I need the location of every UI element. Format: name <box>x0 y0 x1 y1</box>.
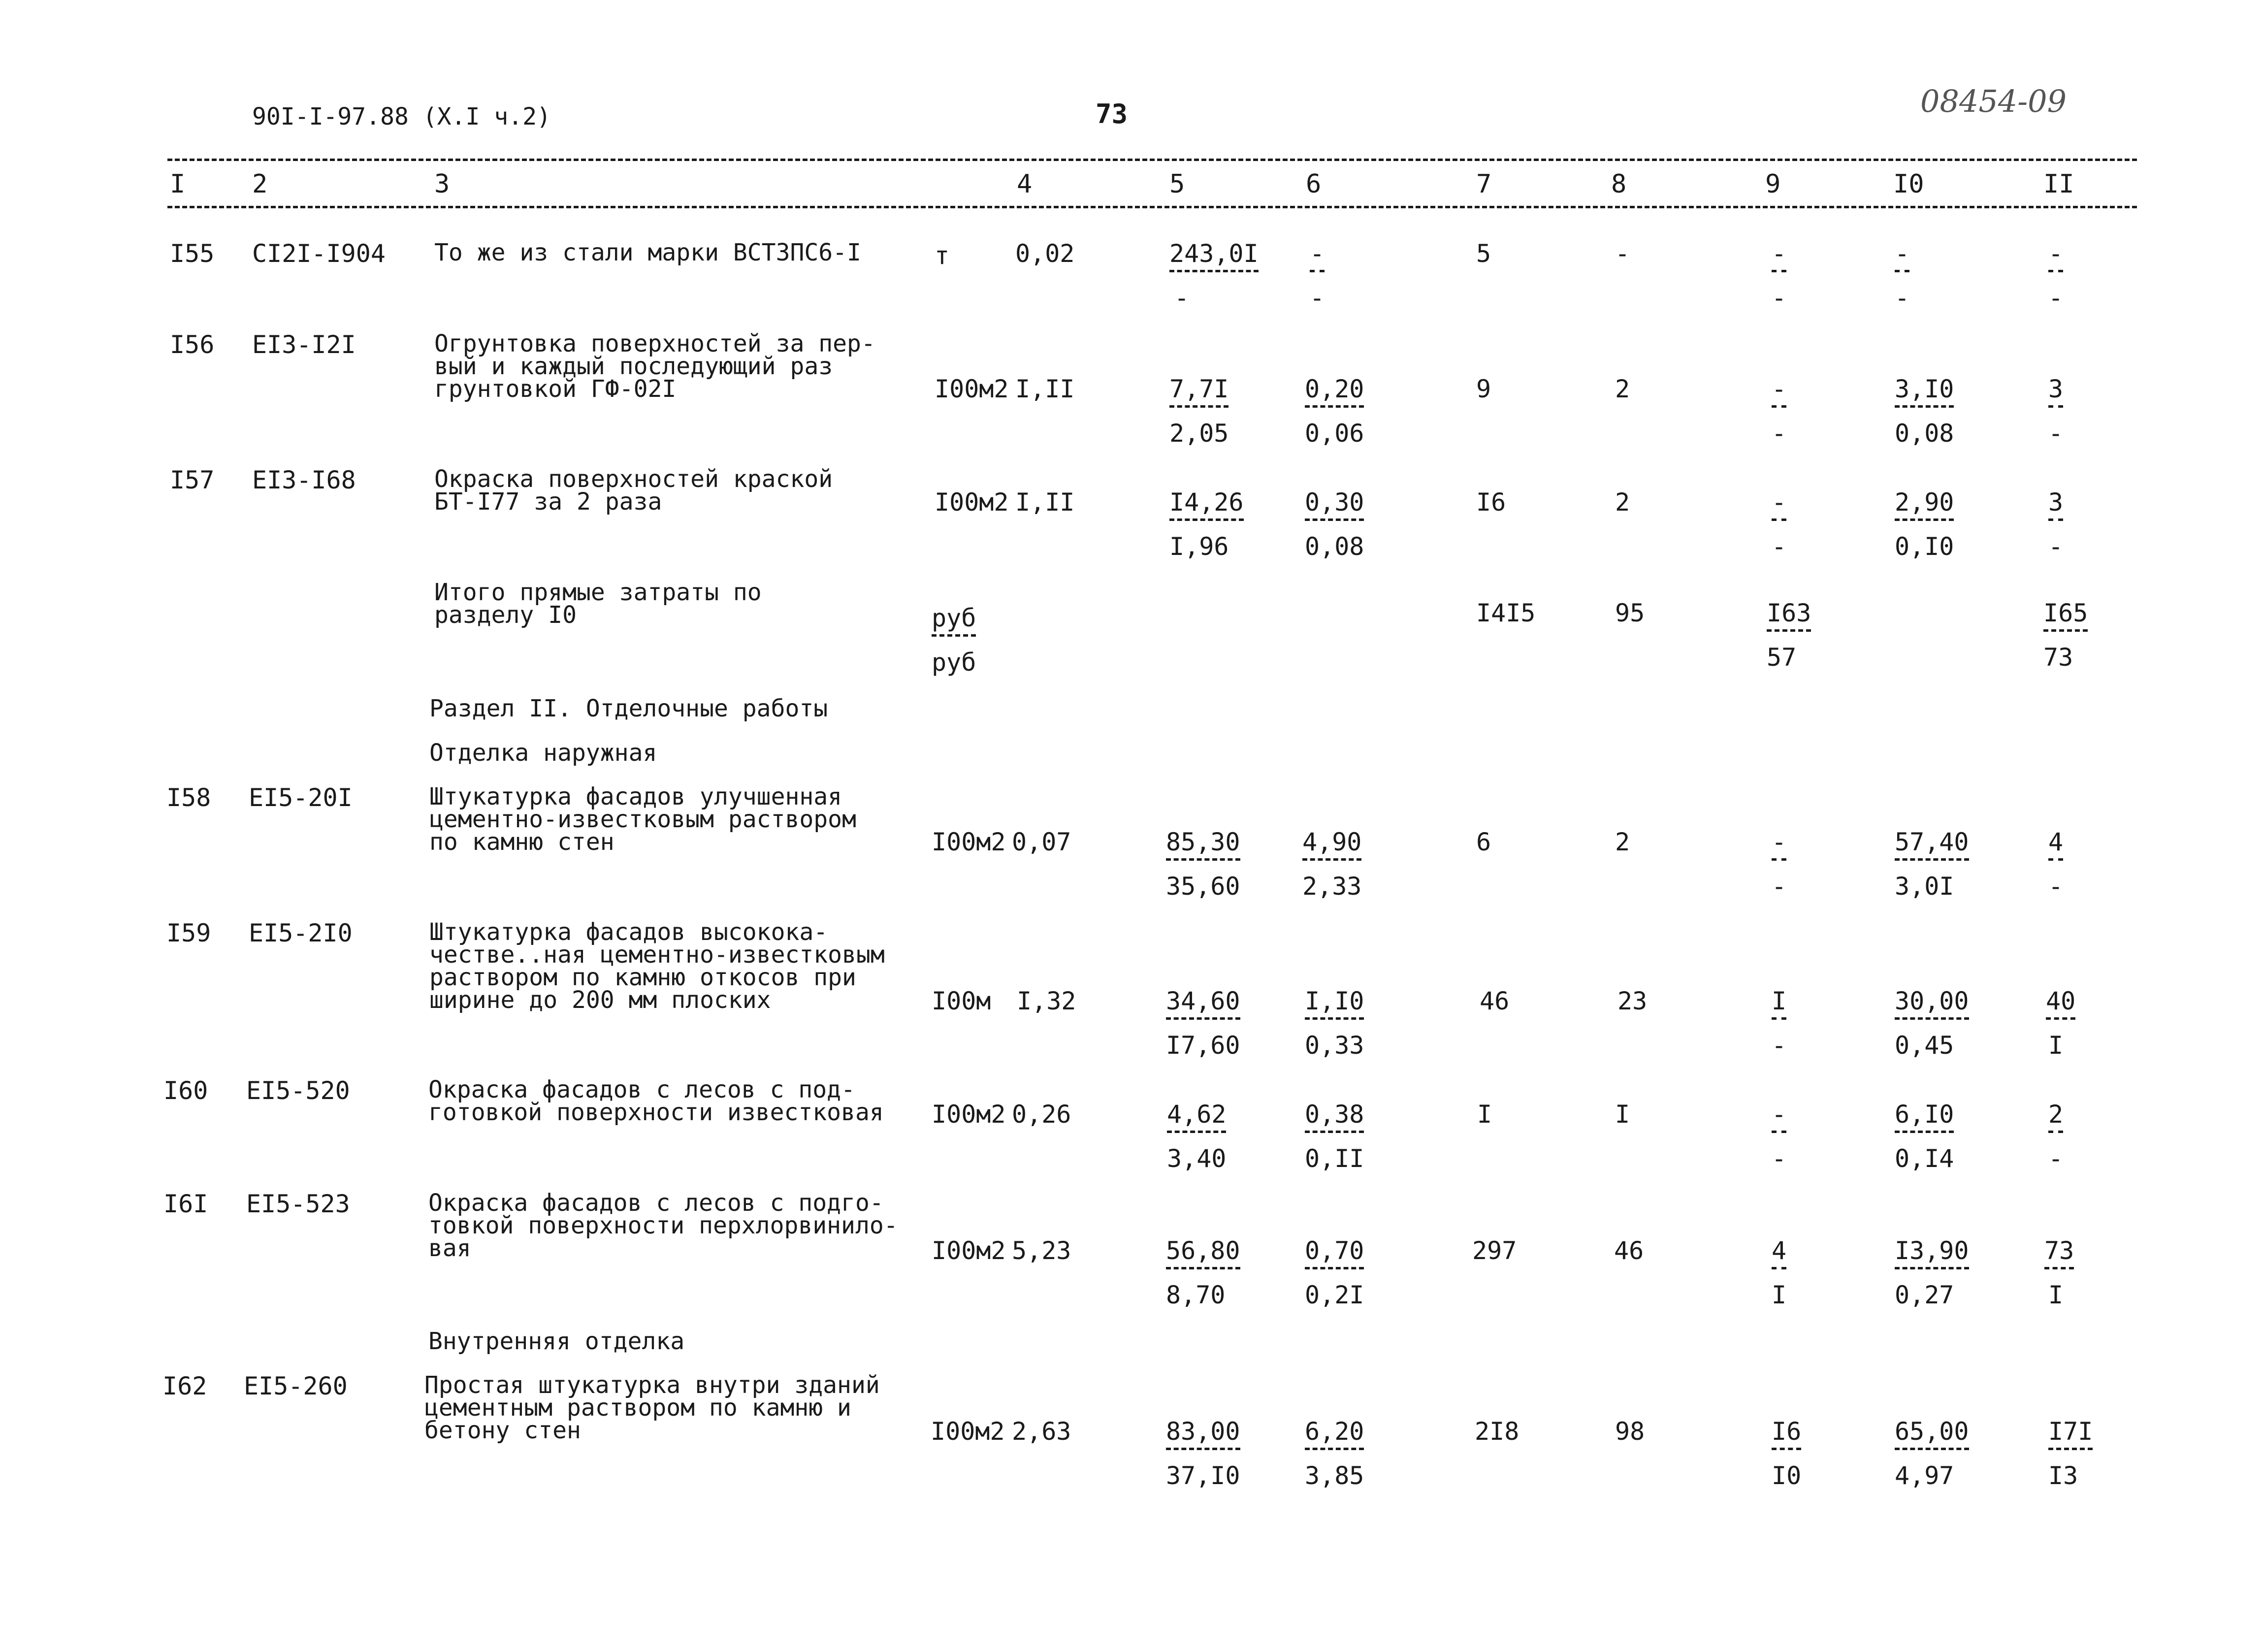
row-number: I57 <box>170 466 215 494</box>
row-code: EI5-260 <box>244 1372 348 1400</box>
col10-bottom: 3,0I <box>1895 872 1954 901</box>
col5-bottom: 35,60 <box>1166 872 1240 901</box>
col11-bottom: - <box>2048 1144 2064 1173</box>
total-col11-bottom: 73 <box>2043 643 2073 672</box>
col5-top: 7,7I <box>1169 377 1228 408</box>
col7-value: I <box>1477 1100 1492 1129</box>
col-header-8: 8 <box>1611 169 1627 199</box>
row-unit: I00м2 <box>935 488 1009 517</box>
col6-top: 0,70 <box>1305 1238 1364 1269</box>
row-code: EI5-20I <box>249 783 353 812</box>
col11-bottom: - <box>2048 419 2064 448</box>
col10-bottom: - <box>1895 284 1910 312</box>
col10-bottom: 4,97 <box>1895 1461 1954 1490</box>
total-unit-bottom: руб <box>932 648 976 677</box>
row-unit: I00м2 <box>932 828 1006 856</box>
col10-bottom: 0,27 <box>1895 1281 1954 1309</box>
row-number: I56 <box>170 330 215 359</box>
row-quantity: 0,02 <box>1015 239 1075 268</box>
row-number: I58 <box>166 783 211 812</box>
col8-value: I <box>1615 1100 1630 1129</box>
row-unit: I00м2 <box>931 1417 1005 1446</box>
col5-bottom: 3,40 <box>1167 1144 1227 1173</box>
col8-value: 46 <box>1614 1236 1644 1265</box>
col9-top: 4 <box>1772 1238 1786 1269</box>
col6-bottom: - <box>1310 284 1325 312</box>
row-quantity: 2,63 <box>1012 1417 1071 1446</box>
col6-top: 0,38 <box>1305 1102 1364 1133</box>
row-quantity: I,II <box>1015 375 1075 403</box>
col5-bottom: 8,70 <box>1166 1281 1226 1309</box>
col8-value: 2 <box>1615 828 1630 856</box>
section-11-heading: Раздел II. Отделочные работы <box>429 695 828 722</box>
col6-bottom: 3,85 <box>1305 1461 1364 1490</box>
header-top-rule <box>167 159 2137 161</box>
col-header-5: 5 <box>1169 169 1185 199</box>
col5-top: I4,26 <box>1169 490 1244 521</box>
col11-bottom: I <box>2048 1031 2064 1060</box>
col5-bottom: I,96 <box>1169 532 1229 561</box>
col7-value: 6 <box>1476 828 1491 856</box>
row-description: Простая штукатурка внутри зданий цементным раствором по камню и бетону стен <box>424 1371 880 1444</box>
col9-top: I6 <box>1772 1419 1801 1450</box>
col6-bottom: 0,II <box>1305 1144 1364 1173</box>
col6-top: I,I0 <box>1305 989 1364 1020</box>
col5-bottom: - <box>1174 284 1190 312</box>
row-unit: I00м2 <box>932 1236 1006 1265</box>
col5-top: 4,62 <box>1167 1102 1226 1133</box>
row-unit: I00м2 <box>932 1100 1006 1129</box>
col9-top: - <box>1772 241 1786 272</box>
col6-bottom: 0,06 <box>1305 419 1364 448</box>
col9-top: - <box>1772 1102 1786 1133</box>
header-bottom-rule <box>167 206 2137 208</box>
col7-value: 2I8 <box>1475 1417 1519 1446</box>
row-number: I60 <box>163 1076 208 1105</box>
col8-value: 2 <box>1615 488 1630 517</box>
col7-value: 46 <box>1480 987 1510 1015</box>
col9-top: - <box>1772 377 1786 408</box>
col9-bottom: - <box>1772 1144 1787 1173</box>
interior-finish-heading: Внутренняя отделка <box>428 1328 685 1355</box>
col11-top: 3 <box>2048 490 2063 521</box>
row-quantity: 5,23 <box>1012 1236 1071 1265</box>
col9-bottom: - <box>1772 1031 1787 1060</box>
col5-top: 243,0I <box>1169 241 1259 272</box>
col7-value: 9 <box>1476 375 1491 403</box>
row-code: EI3-I68 <box>252 466 356 494</box>
col11-top: 73 <box>2044 1238 2074 1269</box>
col8-value: 98 <box>1615 1417 1645 1446</box>
col9-bottom: - <box>1772 872 1787 901</box>
col-header-4: 4 <box>1017 169 1033 199</box>
col-header-7: 7 <box>1476 169 1492 199</box>
col10-top: - <box>1895 241 1909 272</box>
col6-top: 4,90 <box>1302 830 1361 861</box>
col6-top: - <box>1310 241 1325 272</box>
document-code: 90I-I-97.88 (X.I ч.2) <box>252 103 551 130</box>
col11-top: I7I <box>2048 1419 2093 1450</box>
col7-value: 297 <box>1472 1236 1517 1265</box>
exterior-finish-heading: Отделка наружная <box>429 739 657 767</box>
col8-value: 2 <box>1615 375 1630 403</box>
col-header-1: I <box>170 169 186 199</box>
col10-top: 65,00 <box>1895 1419 1969 1450</box>
col10-top: 6,I0 <box>1895 1102 1954 1133</box>
row-number: I62 <box>162 1372 207 1400</box>
col5-top: 34,60 <box>1166 989 1240 1020</box>
col11-top: 40 <box>2046 989 2075 1020</box>
total-col7: I4I5 <box>1476 599 1536 627</box>
col-header-10: I0 <box>1893 169 1924 199</box>
col10-top: I3,90 <box>1895 1238 1969 1269</box>
col11-bottom: - <box>2048 532 2064 561</box>
col-header-3: 3 <box>434 169 450 199</box>
page-number: 73 <box>1096 98 1128 130</box>
col6-top: 6,20 <box>1305 1419 1364 1450</box>
col10-top: 30,00 <box>1895 989 1969 1020</box>
col10-bottom: 0,45 <box>1895 1031 1954 1060</box>
col11-bottom: - <box>2048 284 2064 312</box>
col9-top: I <box>1772 989 1786 1020</box>
col9-bottom: - <box>1772 419 1787 448</box>
row-description: То же из стали марки ВСТЗПС6-I <box>434 239 861 266</box>
total-col8: 95 <box>1615 599 1645 627</box>
col11-bottom: - <box>2048 872 2064 901</box>
col10-bottom: 0,I4 <box>1895 1144 1954 1173</box>
row-quantity: 0,26 <box>1012 1100 1071 1129</box>
col6-top: 0,20 <box>1305 377 1364 408</box>
col8-value: 23 <box>1617 987 1648 1015</box>
col-header-9: 9 <box>1765 169 1781 199</box>
col10-bottom: 0,08 <box>1895 419 1954 448</box>
col5-top: 85,30 <box>1166 830 1240 861</box>
total-col11-top: I65 <box>2043 601 2088 632</box>
row-code: CI2I-I904 <box>252 239 386 268</box>
col9-bottom: I <box>1772 1281 1787 1309</box>
row-description: Окраска фасадов с лесов с под- готовкой поверхности известковая <box>428 1076 884 1126</box>
col7-value: I6 <box>1476 488 1506 517</box>
archive-stamp: 08454-09 <box>1920 83 2067 119</box>
row-unit: т <box>935 241 950 270</box>
row-description: Окраска поверхностей краской БТ-I77 за 2 раза <box>434 465 833 516</box>
row-description: Окраска фасадов с лесов с подго- товкой поверхности перхлорвинило- вая <box>428 1189 898 1262</box>
row-number: I6I <box>163 1190 208 1218</box>
col5-bottom: I7,60 <box>1166 1031 1240 1060</box>
row-quantity: 0,07 <box>1012 828 1071 856</box>
row-number: I59 <box>166 919 211 947</box>
col7-value: 5 <box>1476 239 1491 268</box>
col5-top: 56,80 <box>1166 1238 1240 1269</box>
col9-bottom: I0 <box>1772 1461 1802 1490</box>
row-quantity: I,32 <box>1017 987 1076 1015</box>
row-unit: I00м2 <box>935 375 1009 403</box>
row-code: EI5-2I0 <box>249 919 353 947</box>
col11-top: 4 <box>2048 830 2063 861</box>
col11-top: 3 <box>2048 377 2063 408</box>
total-label: Итого прямые затраты по разделу I0 <box>434 579 762 629</box>
col10-top: 2,90 <box>1895 490 1954 521</box>
col8-value: - <box>1615 239 1630 268</box>
col11-top: - <box>2048 241 2063 272</box>
col5-bottom: 2,05 <box>1169 419 1229 448</box>
col9-top: - <box>1772 830 1786 861</box>
row-description: Огрунтовка поверхностей за пер- вый и каждый последующий раз грунтовкой ГФ-02I <box>434 330 875 403</box>
row-code: EI5-520 <box>246 1076 350 1105</box>
row-number: I55 <box>170 239 215 268</box>
col5-top: 83,00 <box>1166 1419 1240 1450</box>
col10-top: 3,I0 <box>1895 377 1954 408</box>
col10-top: 57,40 <box>1895 830 1969 861</box>
col10-bottom: 0,I0 <box>1895 532 1954 561</box>
col6-bottom: 2,33 <box>1302 872 1362 901</box>
col-header-2: 2 <box>252 169 268 199</box>
col-header-6: 6 <box>1306 169 1322 199</box>
row-description: Штукатурка фасадов улучшенная цементно-известковым раствором по камню стен <box>429 783 856 856</box>
col5-bottom: 37,I0 <box>1166 1461 1240 1490</box>
row-code: EI5-523 <box>246 1190 350 1218</box>
col6-top: 0,30 <box>1305 490 1364 521</box>
col6-bottom: 0,2I <box>1305 1281 1364 1309</box>
col9-bottom: - <box>1772 532 1787 561</box>
col9-top: - <box>1772 490 1786 521</box>
total-col9-top: I63 <box>1767 601 1811 632</box>
col11-bottom: I <box>2048 1281 2064 1309</box>
row-quantity: I,II <box>1015 488 1075 517</box>
col6-bottom: 0,33 <box>1305 1031 1364 1060</box>
total-unit-top: руб <box>932 606 976 637</box>
row-description: Штукатурка фасадов высокока- честве..ная цементно-известковым раствором по камню откосов при ширине до 200 мм плоских <box>429 918 885 1014</box>
col-header-11: II <box>2043 169 2074 199</box>
row-unit: I00м <box>932 987 991 1015</box>
col11-top: 2 <box>2048 1102 2063 1133</box>
total-col9-bottom: 57 <box>1767 643 1797 672</box>
col9-bottom: - <box>1772 284 1787 312</box>
col11-bottom: I3 <box>2048 1461 2078 1490</box>
col6-bottom: 0,08 <box>1305 532 1364 561</box>
row-code: EI3-I2I <box>252 330 356 359</box>
